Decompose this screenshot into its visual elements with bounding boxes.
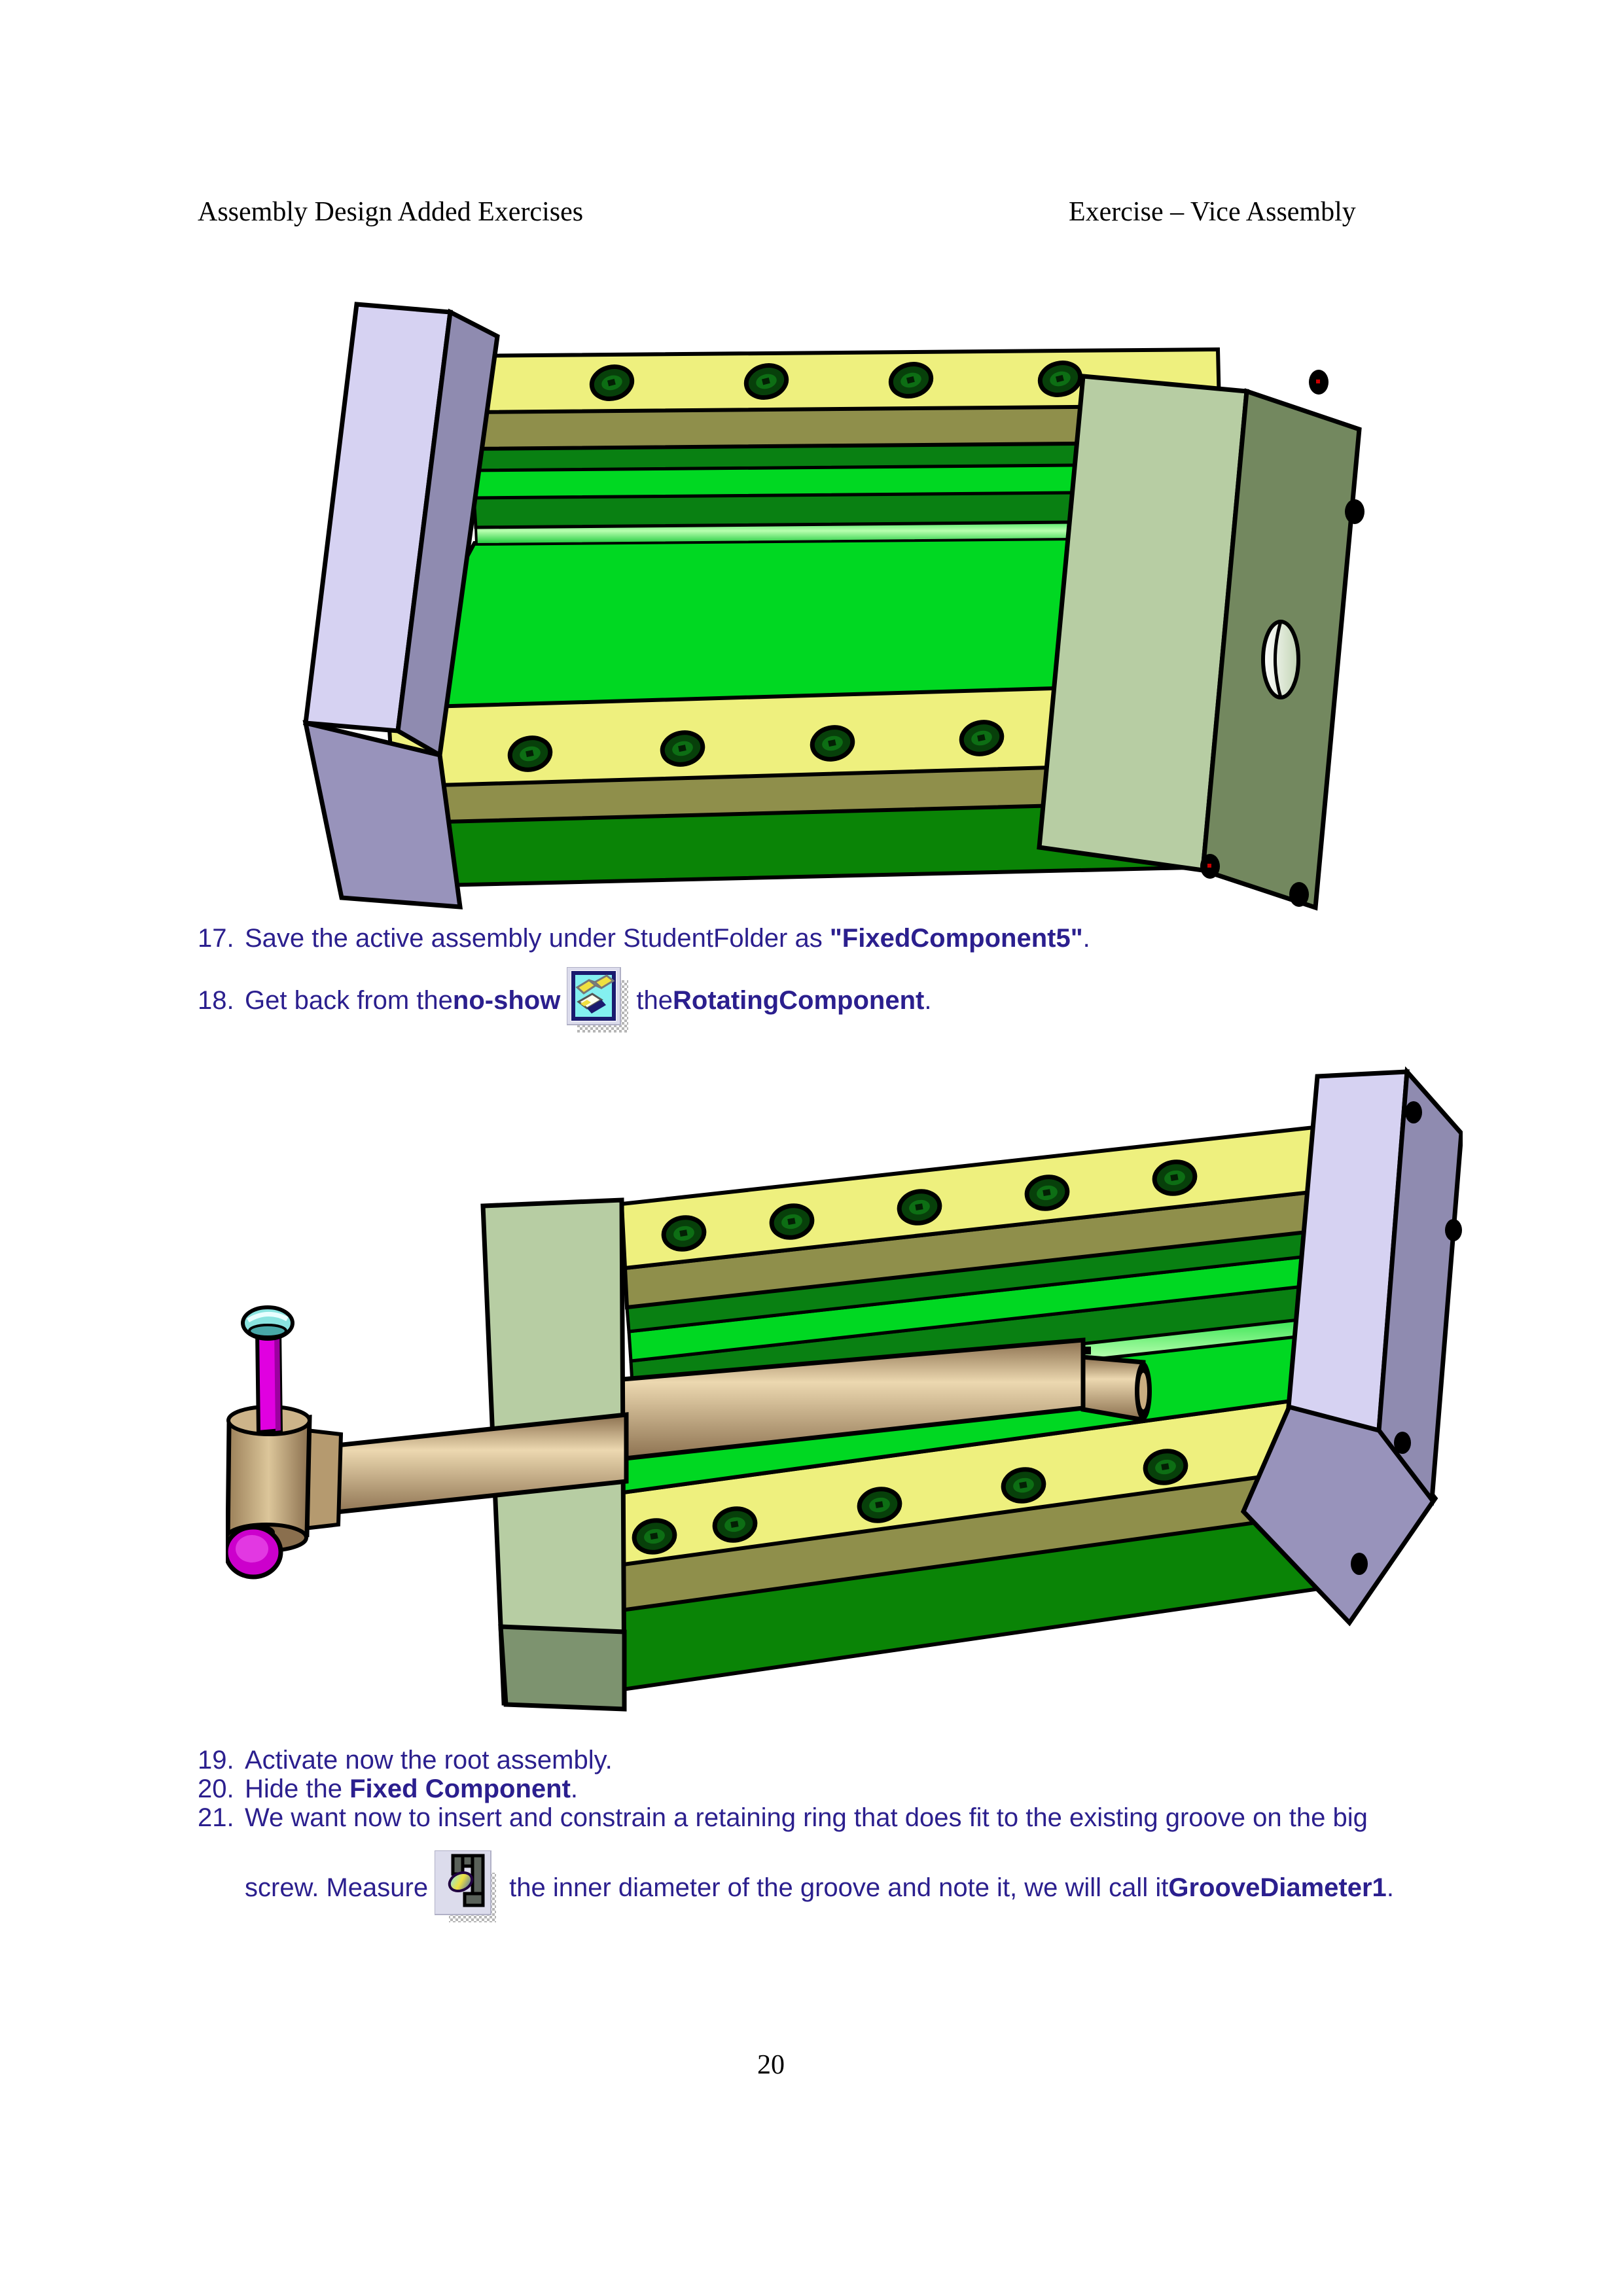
bore-hole xyxy=(1263,622,1298,698)
vice-with-screw-isometric-view xyxy=(226,1067,1463,1721)
step-21: 21. We want now to insert and constrain a retaining ring that does fit to the existing groove on the big xyxy=(198,1803,1368,1832)
step-18-text: Get back from the xyxy=(245,986,453,1015)
step-20: 20. Hide the Fixed Component. xyxy=(198,1775,579,1803)
step-20-text: Hide the xyxy=(245,1775,350,1803)
step-18-number: 18. xyxy=(198,986,234,1015)
step-21-groove-name: GrooveDiameter1 xyxy=(1168,1873,1387,1902)
steps-19-21 xyxy=(198,1746,1368,1832)
vice-base-isometric-view xyxy=(278,296,1378,914)
header-left: Assembly Design Added Exercises xyxy=(198,197,584,227)
figure-vice-base xyxy=(278,296,1378,914)
step-17-number: 17. xyxy=(198,924,234,953)
step-21-line2: screw. Measure the inner diameter of the groove and note it, we will call it GrooveDiameter1 . xyxy=(245,1850,1394,1925)
no-show-glasses-icon[interactable] xyxy=(567,967,630,1034)
step-18: 18. Get back from the no-show the RotatingComponent . xyxy=(198,967,931,1034)
right-end-block xyxy=(1039,370,1364,908)
step-19-text: Activate now the root assembly. xyxy=(245,1746,613,1775)
step-21-text-line2a: screw. Measure xyxy=(245,1873,429,1902)
header-right: Exercise – Vice Assembly xyxy=(1069,197,1356,227)
figure-vice-with-screw xyxy=(226,1067,1463,1721)
step-17-text: Save the active assembly under StudentFolder as xyxy=(245,924,830,953)
step-17: 17. Save the active assembly under StudentFolder as "FixedComponent5". xyxy=(198,924,1090,953)
step-21-text-line1: We want now to insert and constrain a retaining ring that does fit to the existing groove on the big xyxy=(245,1803,1368,1832)
step-21-text-line2b: the inner diameter of the groove and note it, we will call it xyxy=(509,1873,1169,1902)
page-number: 20 xyxy=(757,2050,785,2080)
step-17-filename: "FixedComponent5" xyxy=(829,924,1083,953)
measure-item-icon[interactable] xyxy=(435,1850,503,1925)
step-19: 19. Activate now the root assembly. xyxy=(198,1746,613,1775)
